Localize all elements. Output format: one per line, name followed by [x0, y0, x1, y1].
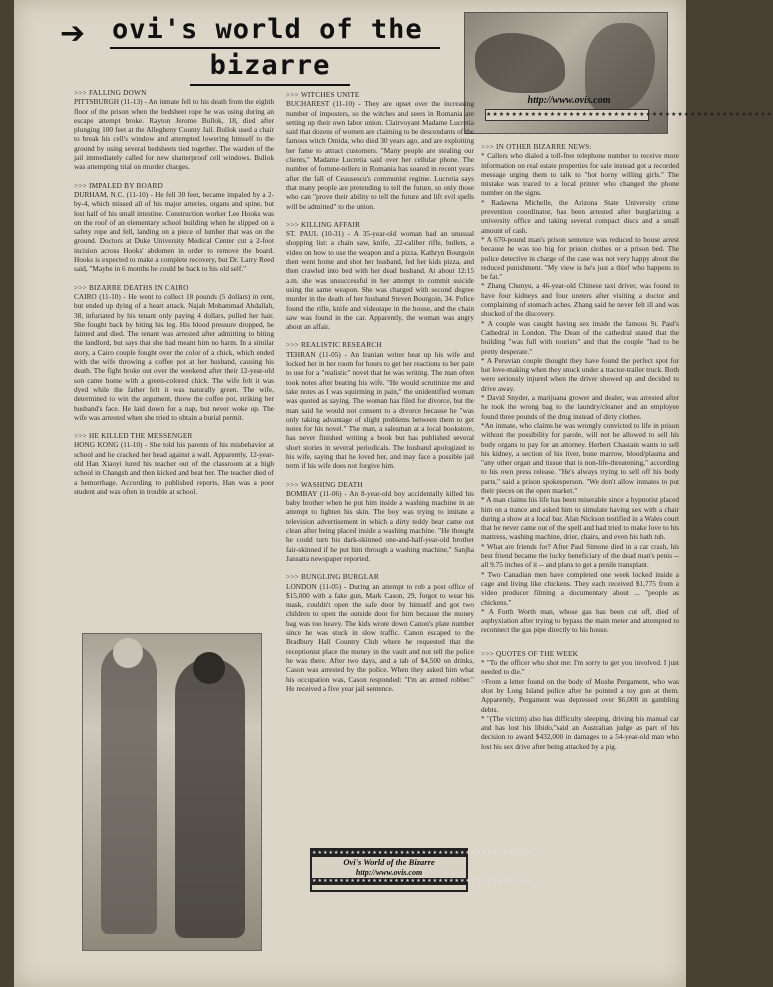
article-headline: >>> BIZARRE DEATHS IN CAIRO	[74, 282, 189, 292]
top-right-photo	[464, 12, 773, 134]
photo-figure	[101, 644, 157, 934]
quote-item: * "To the officer who shot me: I'm sorry to get you involved. I just needed to die."	[481, 658, 679, 677]
article	[286, 572, 474, 693]
masthead	[60, 14, 440, 86]
article	[286, 220, 474, 332]
masthead-rule	[190, 84, 350, 86]
article-body: HONG KONG (11-10) - She told his parents of his misbehavior at school and he cracked her head against a wall. Apparently, 12-year-old Han Xiaoyi lured his teacher out of the classroom at a high school in Changsh and then kicked and beat her. The teacher died of a hemorrhage. According to published reports, Han was a poor student and was often in trouble at school.	[74, 440, 274, 496]
column-2	[286, 90, 474, 702]
article-body: LONDON (11-05) - During an attempt to rob a post office of $15,000 with a fake gun, Mark Cason, 29, forgot to wear his mask, couldn't open the safe door by himself and got two children to open the outside door for him because the money bag was too heavy. The kids wrote down Canon's plate number since he was stuck in slow traffic. Canon escaped to the Bradbury Hall Country Club where he requested that the receptionist place the money in the vault and not tell the police he was there. After two days, and a tab of $4,500 on drinks, Cason was arrested by the police. When they asked him what his occupation was, Cason responded: "I'm an armed robber." He received a five year jail sentence.	[286, 581, 474, 693]
masthead-title-line2: bizarre	[209, 50, 331, 81]
star-strip: ★★★★★★★★★★★★★★★★★★★★★★★★★★★★★★★★★★★★★★★★	[312, 851, 532, 856]
masthead-title-line1: ovi's world of the	[112, 14, 423, 45]
article	[74, 88, 274, 172]
article-headline: >>> HE KILLED THE MESSENGER	[74, 431, 193, 441]
article-headline: >>> IMPALED BY BOARD	[74, 180, 163, 190]
article-body: BUCHAREST (11-10) - They are upset over the increasing number of imposters, so the witches and seers in Romania are setting up their own labor union. Clairvoyant Madame Lucretia said that dozens of women are claiming to be descendants of the famous witch Omida, who died 30 years ago, and are exploiting her fame to attract customers. "Many people are stealing our clients," Madame Lucretia said over her cellular phone. The number of fortune-tellers in Romania has soared in recent years after the fall of Ceausescu's communist regime. Lucretia says that many people are pretending to tell the future, so only those who can "prove their ability to tell the future and lift evil spells will be admitted" to the union.	[286, 99, 474, 211]
article-headline: >>> BUNGLING BURGLAR	[286, 572, 379, 582]
article	[286, 340, 474, 470]
article-body: DURHAM, N.C. (11-10) - He fell 30 feet, became impaled by a 2-by-4, which missed all of his major arteries, organs and spine, but lost half of his small intestine. Construction worker Lee Hooks was on the roof of an elementary school building when he slipped on a safety rope and fell, landing on a piece of lumber that was on the ground. Doctors at Duke University Medical Center cut a 2-foot incision across Hooks' abdomen in order to remove the board. Hooks is expected to make a complete recovery, but Dr. Larry Reed said, "Maybe in 6 months he could be back to his old self."	[74, 189, 274, 274]
column-3	[481, 142, 679, 751]
photo-figure-head	[113, 638, 143, 668]
news-item: * What are friends for? After Paul Simone died in a car crash, his best friend became the lucky beneficiary of the dead man's penis -- all 9.75 inches of it -- and plans to get a penile transplant.	[481, 541, 679, 570]
article-body: ST. PAUL (10-31) - A 35-year-old woman had an unusual shopping list: a chain saw, knife, .22-caliber rifle, bullets, a video on how to use the weapon and a pizza. Kathryn Bourgoin then went home and shot her husband, fed her kids pizza, and then crawled into bed with her dead husband. At about 12:15 a.m. she was unsuccessful in her attempt to commit suicide using the same weapon. She was charged with second degree murder in the death of her husband Steven Bourgoin, 34. Police found the rifle, knife and videotape in the house, and the chain saw was found in the car. Apparently, the woman was angry about an affair.	[286, 229, 474, 332]
photo-figure	[175, 658, 245, 938]
article-headline: >>> REALISTIC RESEARCH	[286, 340, 382, 350]
article-body: TEHRAN (11-05) - An Iranian writer beat up his wife and locked her in her room for hours to get her reactions to her pain to use for a "realistic" novel that he was writing. The man often took notes after beating his wife. "He would scrutinize me and take notes as I was squirming in pain," the unidentified woman was quoted as saying. The woman has filed for divorce, but the man said he would not consent to a divorce because he "was only taking advantage of slight problems between them to get notes for his novel." The man, a salesman at a local bookstore, has never finished writing a book but has published several short stories in several periodicals. The husband apologized to his wife, saying that he loved her, and may face a possible jail term if his wife does not forgive him.	[286, 349, 474, 471]
quote-item: >From a letter found on the body of Moshe Pergament, who was shot by Long Island police after he pointed a toy gun at them. Apparently, Pergament was depressed over $6,000 in gambling debts.	[481, 676, 679, 714]
star-strip: ★★★★★★★★★★★★★★★★★★★★★★★★★★★★★★★★★★★★★★★★	[312, 879, 532, 884]
news-item: * Callers who dialed a toll-free telephone number to receive more information on real estate properties for sale instead got a recorded message urging them to talk to "hot horny willing girls." The mistake was traced to a local printer who changed the phone number on the signs.	[481, 151, 679, 198]
article-headline: >>> WITCHES UNITE	[286, 90, 360, 99]
news-item: * A couple was caught having sex inside the famous St. Paul's Cathedral in London. The Dean of the cathedral stated that the building "was full with tourists" and that the couple "had to be pretty desperate."	[481, 318, 679, 356]
article-headline: >>> KILLING AFFAIR	[286, 219, 361, 229]
footer-url: http://www.ovis.com	[355, 868, 423, 877]
news-item: *An inmate, who claims he was wrongly convicted to life in prison without the possibility for parole, will not be allowed to sell his body organs to pay for an attorney. Herbert Chastain wants to sell his kidney, a section of his liver, bone marrow, blood/plasma and "any other organ and tissue that is non-life-threatening," according to his own press release. "He's always trying to sell off his body parts," said a prison spokesperson. "We don't allow inmates to put their pieces on the open market."	[481, 420, 679, 495]
news-item: * A Forth Worth man, whose gas has been cut off, died of asphyxiation after trying to bypass the main meter and attempted to reconnect the gas pipe directly to his house.	[481, 606, 679, 635]
article	[74, 283, 274, 422]
bottom-left-photo	[82, 633, 262, 951]
newspaper-page	[14, 0, 773, 987]
article	[74, 181, 274, 274]
quotes-headline: >>> QUOTES OF THE WEEK	[481, 648, 579, 658]
news-item: * Radawna Michelle, the Arizona State University crime prevention coordinator, has been arrested after burglarizing a university office and taking several compact discs and a small amount of cash.	[481, 197, 679, 235]
footer-title: Ovi's World of the Bizarre	[343, 857, 435, 867]
star-strip: ★★★★★★★★★★★★★★★★★★★★★★★★★★★★★★★★★★★★★★★★★★★★★	[485, 109, 649, 121]
article-headline: >>> WASHING DEATH	[286, 479, 363, 489]
article-headline: >>> FALLING DOWN	[74, 88, 147, 97]
news-item: * Zhang Chunyu, a 46-year-old Chinese taxi driver, was found to have four kidneys and four ureters after visiting a doctor and complaining of stomach aches. Zhang said he never felt ill and was shocked of the discovery.	[481, 281, 679, 319]
article-body: PITTSBURGH (11-13) - An inmate fell to his death from the eighth floor of the prison when the bedsheet rope he was using during an escape attempt broke. Rayton Jerome Bullok, 18, died after plunging 100 feet at the Allegheny County Jail. Bullok used a chair to break his cell's window and attempted lowering himself to the ground by using several bedsheets tied together. The warden of the jail immediately called for new shatterproof cell windows. Bullok was attempting trial on murder charges.	[74, 97, 274, 172]
article	[286, 90, 474, 211]
article	[286, 480, 474, 564]
photo-figure-head	[193, 652, 225, 684]
footer-box	[310, 848, 532, 892]
spacer	[481, 635, 679, 649]
article-body: CAIRO (11-10) - He went to collect 18 pounds (5 dollars) in rent, but ended up dying of a heart attack. Najah Mohammad Abdallah, 38, infuriated by his tenant only paying 4 dollars, pulled her hair. She fought back by biting his leg. His blood pressure dropped, he fainted and died. The tenant was arrested after admitting to biting the landlord, but says that she had meant him no harm. In a similar story, a Cairo couple fought over the color of a chick, which ended with the wife throwing a coffee pot at her husband, causing his death. The fight broke out over the weekend after their 12-year-old son came home with a green-colored chick. The wife felt it was dyed while the father felt it was naturally green. The wife, determined to win the argument, threw the coffee pot, striking her husband's face. He laid down for a nap, but never woke up. The wife was arrested when she tried to obtain a burial permit.	[74, 291, 274, 422]
news-item: * Two Canadian men have completed one week locked inside a cage and living like chickens. They each received $1,775 from a video producer filming a documentary about ... "people as chickens."	[481, 569, 679, 607]
news-item: * A 670-pound man's prison sentence was reduced to house arrest because he was too big for prison clothes or a prison bed. The police detective in charge of the case was not very happy about the reduced punishment. "My view is he's just a thief who happens to be fat."	[481, 234, 679, 282]
photo-shape	[475, 33, 565, 93]
quote-item: * "(The victim) also has difficulty sleeping, driving his manual car and has lost his libido,"said an Australian judge as part of his decision to award $432,000 in damages to a 54-year-old man who lost his sex drive after being attacked by a pig.	[481, 713, 679, 751]
column-1	[74, 88, 274, 505]
article	[74, 431, 274, 496]
news-item: * David Snyder, a marijuana grower and dealer, was arrested after he took the wrong bag to the laundry/cleaner and an employee found three pounds of the drug instead of dirty clothes.	[481, 393, 679, 421]
arrow-icon: ➔	[60, 16, 86, 51]
article-headline: >>> IN OTHER BIZARRE NEWS:	[481, 142, 592, 151]
news-item: * A Peruvian couple thought they have found the perfect spot for hot love-making when they snuck under a tractor-trailer truck. Both were seriously injured when the driver showed up and decided to drive away.	[481, 355, 679, 393]
photo-url-caption: http://www.ovis.com	[527, 95, 611, 106]
news-item: * A man claims his life has been miserable since a hypnotist placed him on a trance and asked him to simulate having sex with a chair during a show at a local bar. Alan Nickson testified in a Wales court that he never came out of the spell and had tried to make love to his mattress, washing machine, drier, chairs, and even his bath tub.	[481, 495, 679, 542]
article-body: BOMBAY (11-06) - An 8-year-old boy accidentally killed his baby brother when he put him inside a washing machine in an attempt to lighten his skin. The boy was trying to imitate a television advertisement in which a dirty teddy bear came out clean after being placed inside a washing machine. "He thought he could turn his dark-skinned one-and-half-year-old brother fair-skinned if he put him through a washing machine," Sanjha Jansatta newspaper reported.	[286, 488, 474, 563]
masthead-rule	[110, 47, 440, 49]
